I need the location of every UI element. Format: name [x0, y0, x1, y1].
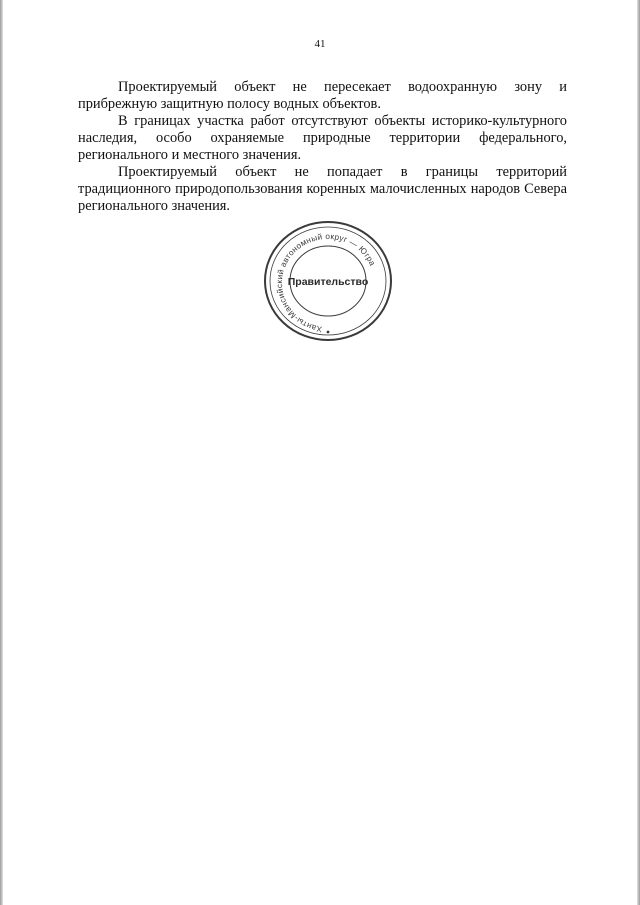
paragraph-cultural-heritage: В границах участка работ отсутствуют объекты историко-культурного наследия, особо охраняемые природные территории федерального, регионального и местного значения. — [78, 113, 567, 163]
seal-ring-textpath: Ханты-Мансийский автономный округ — Югра — [274, 231, 378, 334]
page-edge-left — [0, 0, 3, 905]
official-seal — [262, 219, 394, 343]
body-text — [78, 79, 567, 215]
paragraph-traditional-land-use: Проектируемый объект не попадает в границы территорий традиционного природопользования коренных малочисленных народов Севера регионального значения. — [78, 164, 567, 214]
seal-graphic — [262, 219, 394, 343]
page-number: 41 — [314, 38, 326, 50]
paragraph-water-protection: Проектируемый объект не пересекает водоохранную зону и прибрежную защитную полосу водных объектов. — [78, 79, 567, 112]
seal-center-text: Правительство — [287, 276, 369, 288]
seal-dot — [327, 331, 330, 334]
